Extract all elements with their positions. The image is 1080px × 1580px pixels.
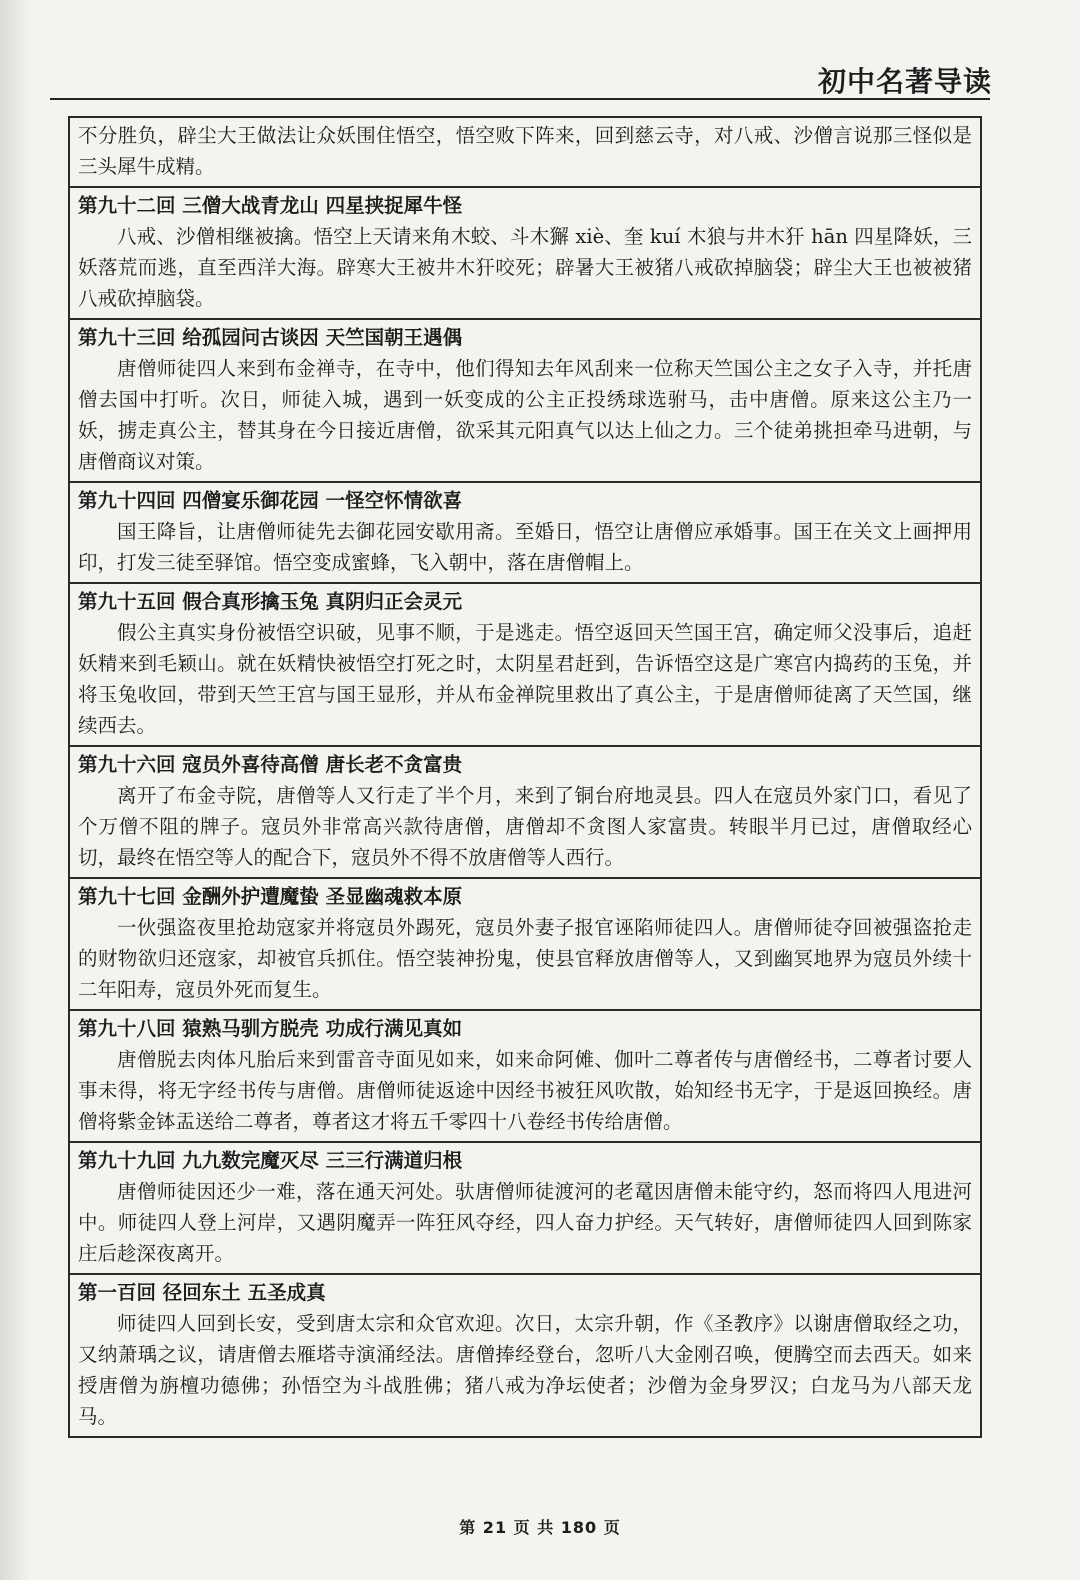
page-number: 第 21 页 共 180 页: [459, 1518, 621, 1537]
chapter-section-100: [70, 1275, 980, 1436]
page-edge-shadow: [0, 0, 30, 1580]
chapter-summary: 离开了布金寺院，唐僧等人又行走了半个月，来到了铜台府地灵县。四人在寇员外家门口，看见了个万僧不阻的牌子。寇员外非常高兴款待唐僧，唐僧却不贪图人家富贵。转眼半月已过，唐僧取经心切，最终在悟空等人的配合下，寇员外不得不放唐僧等人西行。: [78, 784, 972, 869]
chapter-title: 第九十六回 寇员外喜待高僧 唐长老不贪富贵: [78, 753, 463, 776]
chapter-section-92: [70, 188, 980, 320]
chapter-summary: 一伙强盗夜里抢劫寇家并将寇员外踢死，寇员外妻子报官诬陷师徒四人。唐僧师徒夺回被强盗抢走的财物欲归还寇家，却被官兵抓住。悟空装神扮鬼，使县官释放唐僧等人，又到幽冥地界为寇员外续十二年阳寿，寇员外死而复生。: [78, 916, 972, 1001]
chapter-summary: 唐僧师徒四人来到布金禅寺，在寺中，他们得知去年风刮来一位称天竺国公主之女子入寺，并托唐僧去国中打听。次日，师徒入城，遇到一妖变成的公主正投绣球选驸马，击中唐僧。原来这公主乃一妖，掳走真公主，替其身在今日接近唐僧，欲采其元阳真气以达上仙之力。三个徒弟挑担牵马进朝，与唐僧商议对策。: [78, 357, 972, 473]
chapter-section-95: [70, 584, 980, 747]
chapter-summary-table: [68, 116, 982, 1438]
chapter-title: 第九十八回 猿熟马驯方脱壳 功成行满见真如: [78, 1017, 463, 1040]
chapter-summary: 不分胜负，辟尘大王做法让众妖围住悟空，悟空败下阵来，回到慈云寺，对八戒、沙僧言说那三怪似是三头犀牛成精。: [78, 124, 972, 178]
chapter-section-94: [70, 483, 980, 584]
chapter-summary: 唐僧师徒因还少一难，落在通天河处。驮唐僧师徒渡河的老鼋因唐僧未能守约，怒而将四人甩进河中。师徒四人登上河岸，又遇阴魔弄一阵狂风夺经，四人奋力护经。天气转好，唐僧师徒四人回到陈家庄后趁深夜离开。: [78, 1180, 972, 1265]
chapter-summary: 师徒四人回到长安，受到唐太宗和众官欢迎。次日，太宗升朝，作《圣教序》以谢唐僧取经之功，又纳萧瑀之议，请唐僧去雁塔寺演涌经法。唐僧捧经登台，忽听八大金刚召唤，便腾空而去西天。如来授唐僧为旃檀功德佛；孙悟空为斗战胜佛；猪八戒为净坛使者；沙僧为金身罗汉；白龙马为八部天龙马。: [78, 1312, 972, 1428]
chapter-summary: 假公主真实身份被悟空识破，见事不顺，于是逃走。悟空返回天竺国王宫，确定师父没事后，追赶妖精来到毛颖山。就在妖精快被悟空打死之时，太阴星君赶到，告诉悟空这是广寒宫内捣药的玉兔，并将玉兔收回，带到天竺王宫与国王显形，并从布金禅院里救出了真公主，于是唐僧师徒离了天竺国，继续西去。: [78, 621, 972, 737]
chapter-summary: 八戒、沙僧相继被擒。悟空上天请来角木蛟、斗木獬 xiè、奎 kuí 木狼与井木犴 hān 四星降妖，三妖落荒而逃，直至西洋大海。辟寒大王被井木犴咬死；辟暑大王被猪八戒砍掉脑袋；辟尘大王也被被猪八戒砍掉脑袋。: [78, 225, 972, 310]
chapter-summary: 唐僧脱去肉体凡胎后来到雷音寺面见如来，如来命阿傩、伽叶二尊者传与唐僧经书，二尊者讨要人事未得，将无字经书传与唐僧。唐僧师徒返途中因经书被狂风吹散，始知经书无字，于是返回换经。唐僧将紫金钵盂送给二尊者，尊者这才将五千零四十八卷经书传给唐僧。: [78, 1048, 972, 1133]
chapter-section-continued: [70, 118, 980, 188]
chapter-title: 第九十七回 金酬外护遭魔蛰 圣显幽魂救本原: [78, 885, 463, 908]
book-title: 初中名著导读: [817, 65, 992, 98]
chapter-title: 第九十三回 给孤园问古谈因 天竺国朝王遇偶: [78, 326, 463, 349]
chapter-title: 第九十二回 三僧大战青龙山 四星挟捉犀牛怪: [78, 194, 463, 217]
chapter-title: 第九十五回 假合真形擒玉兔 真阴归正会灵元: [78, 590, 463, 613]
chapter-section-97: [70, 879, 980, 1011]
chapter-title: 第一百回 径回东土 五圣成真: [78, 1281, 326, 1304]
chapter-section-99: [70, 1143, 980, 1275]
page-header: [50, 52, 990, 100]
chapter-section-93: [70, 320, 980, 483]
chapter-section-96: [70, 747, 980, 879]
chapter-title: 第九十四回 四僧宴乐御花园 一怪空怀情欲喜: [78, 489, 463, 512]
chapter-section-98: [70, 1011, 980, 1143]
chapter-title: 第九十九回 九九数完魔灭尽 三三行满道归根: [78, 1149, 463, 1172]
chapter-summary: 国王降旨，让唐僧师徒先去御花园安歇用斋。至婚日，悟空让唐僧应承婚事。国王在关文上画押用印，打发三徒至驿馆。悟空变成蜜蜂，飞入朝中，落在唐僧帽上。: [78, 520, 972, 574]
